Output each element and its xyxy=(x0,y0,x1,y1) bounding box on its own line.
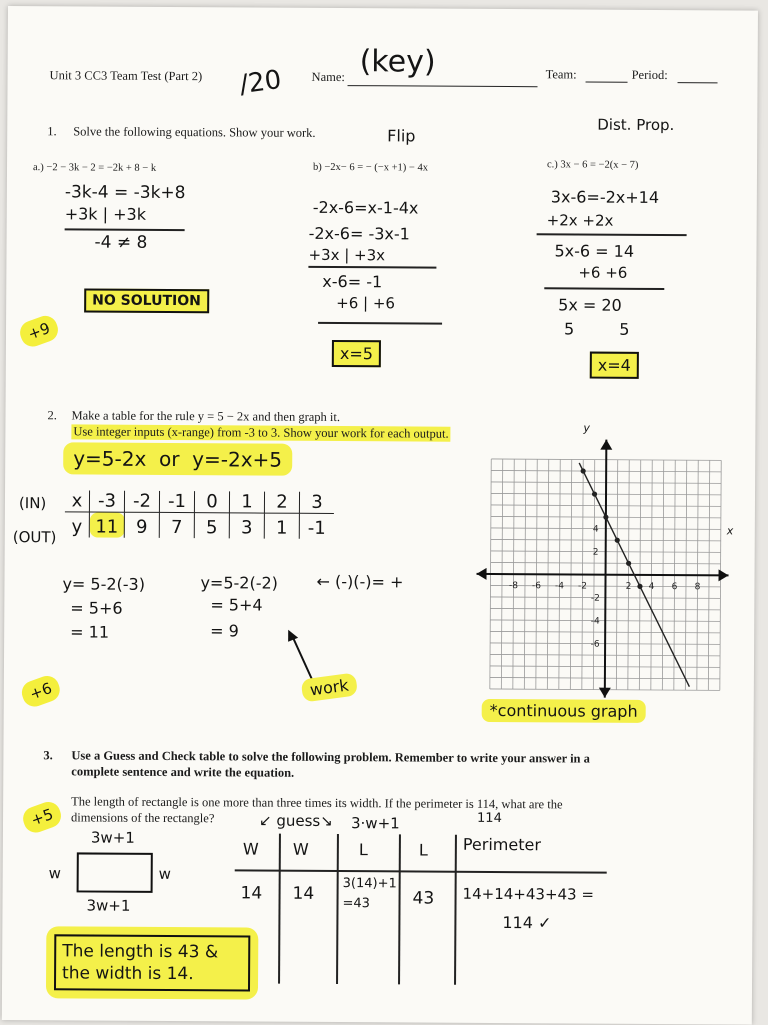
q2-x-cell: 3 xyxy=(299,492,334,514)
q1c-equation: c.) 3x − 6 = −2(x − 7) xyxy=(547,159,639,171)
q2-graph-note: *continuous graph xyxy=(482,699,646,723)
q3-target-note: 114 xyxy=(477,810,502,827)
x-tick-label: 2 xyxy=(625,581,632,592)
graph-y-axis-label: y xyxy=(583,421,590,435)
gc-header-cell: Perimeter xyxy=(462,834,542,855)
name-value: (key) xyxy=(359,44,436,80)
gc-row-cell: 43 xyxy=(412,888,435,909)
q3-answer-box xyxy=(46,926,258,999)
q1-flip-note: Flip xyxy=(387,126,416,146)
y-tick-label: 2 xyxy=(592,547,599,558)
q2-x-cell: -3 xyxy=(89,491,124,513)
q2-prompt-line1: Make a table for the rule y = 5 − 2x and then graph it. xyxy=(71,408,341,425)
q2-y-cell: -1 xyxy=(307,517,326,539)
q2-y-cell: 3 xyxy=(229,513,264,539)
q2-y-cell: 7 xyxy=(159,512,194,538)
q1b-work-line: -2x-6= -3x-1 xyxy=(308,223,410,244)
data-point xyxy=(592,491,597,496)
q1c-work-line: 5 5 xyxy=(563,319,650,339)
q1-prompt: Solve the following equations. Show your work. xyxy=(73,124,316,140)
q1a-work-line: -4 ≠ 8 xyxy=(94,232,148,253)
q2-x-cell: 1 xyxy=(229,491,264,513)
name-label: Name: xyxy=(311,69,345,85)
q2-work2-line: = 5+4 xyxy=(210,595,263,615)
q2-work-label: work xyxy=(301,672,358,702)
q2-work2-line: y=5-2(-2) xyxy=(200,573,278,593)
q1a-work-line: -3k-4 = -3k+8 xyxy=(64,182,186,204)
gc-table-column-rule xyxy=(398,834,400,984)
data-point xyxy=(603,515,608,520)
q2-x-cell: -1 xyxy=(159,491,194,513)
x-tick-label: -2 xyxy=(577,581,587,592)
rectangle-sketch xyxy=(77,852,153,892)
q2-io-table xyxy=(65,490,334,539)
gc-header-cell: W xyxy=(242,839,259,859)
x-tick-label: -4 xyxy=(554,581,564,592)
gc-row-cell: 14 xyxy=(240,883,263,904)
q2-y-header: y xyxy=(65,512,90,538)
q1c-work-line: 5x = 20 xyxy=(558,295,622,315)
q3-problem-line2: dimensions of the rectangle? xyxy=(71,810,215,826)
q2-x-cell: 2 xyxy=(264,492,299,514)
name-underline xyxy=(348,85,538,87)
y-axis xyxy=(605,440,607,698)
q3-formula-note: 3·w+1 xyxy=(350,814,400,833)
q2-work1-line: = 5+6 xyxy=(70,598,123,618)
q3-guess-note: ↙ guess↘ xyxy=(258,811,333,830)
q1a-divider xyxy=(65,228,185,230)
q1-score-mark: +9 xyxy=(17,313,62,350)
rect-right-label: w xyxy=(158,864,172,884)
q1c-work-line: +2x +2x xyxy=(546,211,614,230)
q1b-work-line: x-6= -1 xyxy=(322,271,383,292)
period-underline xyxy=(678,82,718,83)
y-tick-label: -4 xyxy=(590,616,600,627)
q2-y-cell: 9 xyxy=(124,512,159,538)
q2-y-cell: 11 xyxy=(89,512,124,538)
q3-problem-line1: The length of rectangle is one more than three times its width. If the perimeter is 114, what are the xyxy=(71,794,563,812)
gc-row-cell: 14+14+43+43 = xyxy=(462,884,595,904)
q2-x-header: x xyxy=(65,490,90,512)
q2-input-row xyxy=(65,490,334,513)
q1c-answer: x=4 xyxy=(590,352,639,379)
q1b-divider xyxy=(318,322,442,324)
x-tick-label: 8 xyxy=(694,582,701,593)
q1c-work-line: +6 +6 xyxy=(578,263,628,282)
x-axis xyxy=(477,574,729,576)
x-tick-label: -6 xyxy=(531,581,541,592)
q1c-work-line: 5x-6 = 14 xyxy=(554,241,635,261)
y-axis-up-arrow-icon xyxy=(600,440,612,450)
y-axis-down-arrow-icon xyxy=(599,688,611,698)
q2-y-cell: 1 xyxy=(264,513,299,539)
q1b-work-line: +3x | +3x xyxy=(308,245,386,265)
worksheet-page xyxy=(2,6,758,1025)
q1b-divider xyxy=(308,266,436,268)
data-point xyxy=(626,561,631,566)
q2-y-cell: 5 xyxy=(194,513,229,539)
q3-answer-text: The length is 43 & the width is 14. xyxy=(54,934,250,991)
gc-row-cell: 3(14)+1 =43 xyxy=(342,876,397,912)
test-title: Unit 3 CC3 Team Test (Part 2) xyxy=(49,68,203,84)
q3-score-mark: +5 xyxy=(20,799,65,836)
gc-table-header-rule xyxy=(235,869,607,873)
data-point xyxy=(637,584,642,589)
gc-table-column-rule xyxy=(454,835,456,985)
gc-row-total: 114 ✓ xyxy=(502,913,552,933)
q2-x-cell: -2 xyxy=(124,491,159,513)
y-tick-label: -2 xyxy=(590,593,600,604)
q2-work2-line: = 9 xyxy=(210,621,239,641)
q3-prompt-line2: complete sentence and write the equation. xyxy=(71,764,295,780)
rect-left-label: w xyxy=(48,864,62,883)
gc-table-column-rule xyxy=(278,834,280,984)
q2-x-cell: 0 xyxy=(194,491,229,513)
q1c-work-line: 3x-6=-2x+14 xyxy=(550,187,660,207)
q1c-divider xyxy=(537,233,687,235)
q1b-work-line: +6 | +6 xyxy=(336,294,396,313)
x-tick-label: 6 xyxy=(671,582,678,593)
q2-work1-line: = 11 xyxy=(70,622,110,642)
x-tick-label: 4 xyxy=(648,581,655,592)
q1a-answer: NO SOLUTION xyxy=(84,288,209,313)
gc-table-column-rule xyxy=(336,834,338,984)
rect-top-label: 3w+1 xyxy=(90,828,135,847)
q1a-work-line: +3k | +3k xyxy=(64,204,147,224)
team-underline xyxy=(586,82,628,83)
gc-row-cell: 14 xyxy=(292,883,315,904)
q2-in-label: (IN) xyxy=(18,494,47,513)
x-axis-right-arrow-icon xyxy=(718,569,728,581)
q2-sign-note: ← (-)(-)= + xyxy=(316,571,404,592)
data-point xyxy=(581,468,586,473)
q2-number: 2. xyxy=(47,408,57,423)
q1-number: 1. xyxy=(47,124,57,139)
y-tick-label: -6 xyxy=(590,639,600,650)
x-axis-left-arrow-icon xyxy=(477,568,487,580)
graph-x-axis-label: x xyxy=(726,524,734,538)
y-tick-label: 4 xyxy=(592,524,599,535)
rect-bottom-label: 3w+1 xyxy=(86,896,131,915)
q2-graph xyxy=(474,437,732,701)
data-point xyxy=(615,538,620,543)
q1b-equation: b) −2x− 6 = − (−x +1) − 4x xyxy=(312,161,429,174)
gc-header-cell: L xyxy=(418,840,428,860)
gc-header-cell: L xyxy=(358,840,368,860)
q1a-equation: a.) −2 − 3k − 2 = −2k + 8 − k xyxy=(32,162,157,174)
q2-work1-line: y= 5-2(-3) xyxy=(62,574,146,594)
q3-number: 3. xyxy=(43,748,53,763)
team-label: Team: xyxy=(545,67,577,82)
q2-score-mark: +6 xyxy=(19,673,64,710)
q2-rule: y=5-2x or y=-2x+5 xyxy=(63,442,292,475)
q2-prompt-line2: Use integer inputs (x-range) from -3 to 3. Show your work for each output. xyxy=(71,424,450,441)
q1-distprop-note: Dist. Prop. xyxy=(597,115,675,135)
period-label: Period: xyxy=(631,67,668,83)
x-tick-label: -8 xyxy=(508,581,518,592)
q2-output-row xyxy=(65,512,334,539)
q1b-work-line: -2x-6=x-1-4x xyxy=(312,197,419,218)
q1b-answer: x=5 xyxy=(332,340,381,367)
q3-prompt-line1: Use a Guess and Check table to solve the following problem. Remember to write your answer in a xyxy=(71,748,590,766)
q1c-divider xyxy=(544,287,664,289)
score-total: /20 xyxy=(237,64,284,101)
gc-header-cell: W xyxy=(292,839,309,859)
q2-out-label: (OUT) xyxy=(12,528,57,547)
